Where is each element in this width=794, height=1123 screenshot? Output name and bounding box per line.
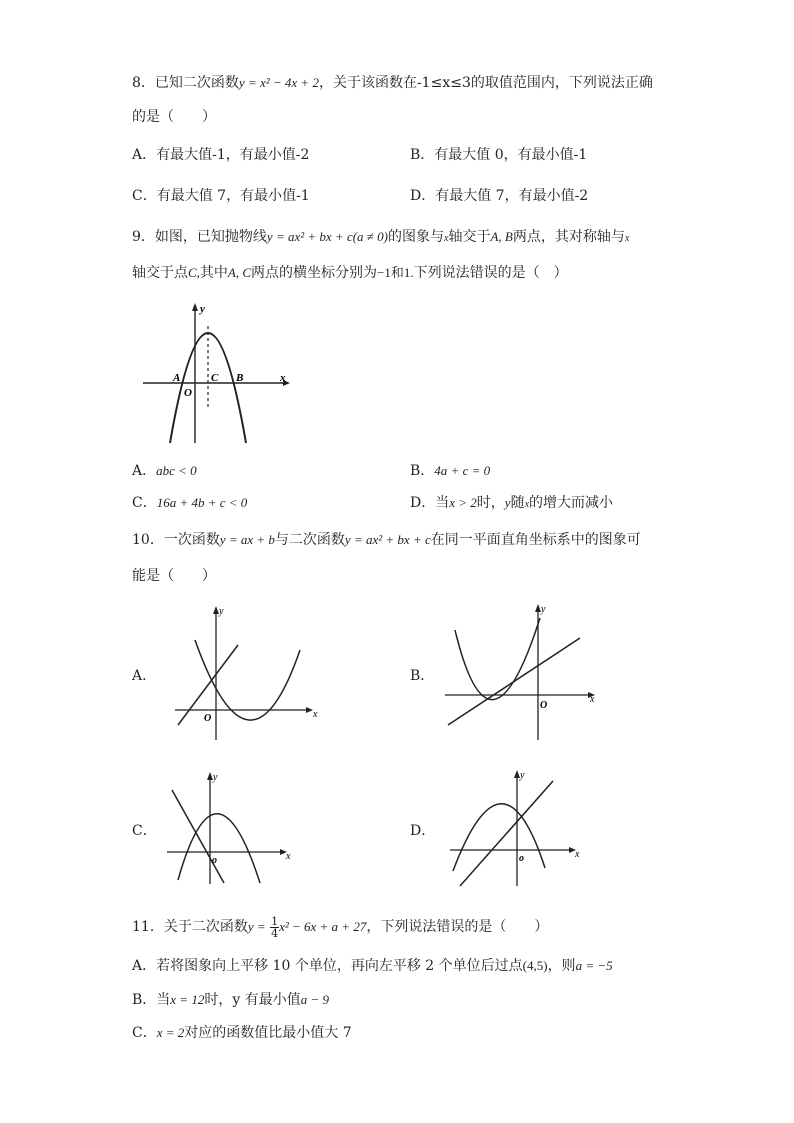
q9-line2-mid: 其中: [199, 265, 228, 281]
q11-option-b-post: 时，y 有最小值: [204, 992, 301, 1008]
q8-stem-pre: 8．已知二次函数: [132, 75, 239, 91]
q8-option-b[interactable]: B．有最大值 0，有最小值-1: [410, 147, 588, 163]
q9-stem-mid: 的图象与: [388, 229, 445, 245]
q10-option-a-graph[interactable]: [170, 600, 330, 745]
q8-stem-line2: 的是（ ）: [132, 109, 216, 125]
q11-fraction: [270, 916, 279, 939]
q9-label-o: O: [184, 387, 192, 399]
q11-option-c-pre: C．: [132, 1025, 157, 1041]
q11-option-b-val: a − 9: [300, 992, 329, 1007]
q11-option-c-eq: x = 2: [156, 1025, 185, 1040]
q10b-line: [448, 638, 580, 725]
q10c-label-x: x: [286, 851, 291, 862]
q10d-label-x: x: [575, 849, 580, 860]
q9-option-c-label: C．: [132, 495, 157, 511]
q11-option-a-eq: a = −5: [575, 958, 613, 973]
q10a-label-o: O: [204, 713, 212, 724]
q10d-line: [460, 781, 553, 886]
q9-x-symbol-1: x: [444, 233, 449, 244]
q11-stem-post: ，下列说法错误的是（ ）: [366, 919, 549, 935]
q9-option-d-x: x: [524, 499, 530, 510]
q10-option-c-label[interactable]: C．: [132, 823, 157, 839]
q9-option-d-label: D．当: [410, 495, 450, 511]
q10-option-c-graph[interactable]: [162, 768, 302, 888]
q9-line2-post: 下列说法错误的是（ ）: [413, 265, 568, 281]
q9-option-b-expr: 4a + c = 0: [434, 463, 491, 478]
q8-stem-line1: [132, 74, 653, 92]
q10-stem-post: 在同一平面直角坐标系中的图象可: [430, 532, 641, 548]
q10c-label-o: o: [212, 855, 217, 866]
q9-parabola-figure: [140, 298, 300, 446]
q10-stem-line1: [132, 531, 641, 549]
q11-option-b[interactable]: [132, 991, 329, 1009]
q10b-label-o: O: [540, 700, 548, 711]
q8-option-a[interactable]: A．有最大值-1，有最小值-2: [132, 147, 310, 163]
q9-option-a[interactable]: [132, 462, 197, 480]
q10a-parabola: [195, 640, 300, 720]
q11-eq-lhs: y =: [247, 919, 266, 934]
q11-option-c[interactable]: [132, 1024, 352, 1042]
q10-option-b-graph[interactable]: [440, 600, 600, 745]
q10-option-d-graph[interactable]: [445, 766, 585, 891]
q11-option-b-pre: B．当: [132, 992, 171, 1008]
q10-stem-mid: 与二次函数: [274, 532, 345, 548]
q10d-parabola: [453, 804, 545, 871]
q10-option-d-label[interactable]: D．: [410, 823, 436, 839]
q11-option-c-post: 对应的函数值比最小值大 7: [184, 1025, 352, 1041]
q9-x-symbol-2: x: [624, 233, 630, 244]
q11-frac-den: 4: [271, 926, 279, 940]
q9-option-a-expr: abc < 0: [156, 463, 197, 478]
q11-eq-rhs: x² − 6x + a + 27: [279, 919, 367, 934]
q9-label-b: B: [236, 372, 244, 384]
q10-stem-pre: 10．一次函数: [132, 532, 220, 548]
q9-point-c: C,: [188, 265, 200, 280]
q11-option-a[interactable]: [132, 957, 613, 975]
q9-option-b[interactable]: [410, 462, 490, 480]
q9-label-x: x: [280, 372, 286, 384]
q9-option-c[interactable]: [132, 494, 247, 512]
q9-option-d-y: y: [504, 495, 511, 510]
q10b-label-x: x: [590, 694, 595, 705]
q10a-label-y: y: [219, 606, 224, 617]
q9-option-d[interactable]: [410, 494, 613, 514]
q9-stem-mid2: 轴交于: [448, 229, 491, 245]
q10b-label-y: y: [541, 604, 546, 615]
q9-equation: y = ax² + bx + c(a ≠ 0): [266, 229, 389, 244]
q10d-label-o: o: [519, 853, 524, 864]
q8-stem-post: ，关于该函数在-1≤x≤3的取值范围内，下列说法正确: [318, 75, 653, 91]
q9-stem-line1: [132, 228, 629, 248]
q11-option-a-mid: ，则: [547, 958, 576, 974]
q9-option-d-post: 的增大而减小: [529, 495, 614, 511]
q9-line2-pre: 轴交于点: [132, 265, 188, 281]
q9-y-axis-arrow: [192, 303, 198, 311]
q10-option-b-label[interactable]: B．: [410, 668, 435, 684]
q9-option-c-expr: 16a + 4b + c < 0: [156, 495, 248, 510]
q8-equation: y = x² − 4x + 2: [238, 75, 319, 90]
q9-label-a: A: [173, 372, 181, 384]
q10c-label-y: y: [213, 772, 218, 783]
q10a-label-x: x: [313, 709, 318, 720]
q9-values: −1和1.: [377, 265, 414, 280]
q9-stem-post: 两点，其对称轴与: [512, 229, 625, 245]
q10d-label-y: y: [520, 770, 525, 781]
q11-option-a-text: A．若将图象向上平移 10 个单位，再向左平移 2 个单位后过点: [132, 958, 523, 974]
q11-stem-pre: 11．关于二次函数: [132, 919, 248, 935]
q11-stem-line1: [132, 915, 548, 939]
q10-quadratic-equation: y = ax² + bx + c: [344, 532, 431, 547]
q9-line2-mid2: 两点的横坐标分别为: [251, 265, 378, 281]
q10-option-a-label[interactable]: A．: [132, 668, 157, 684]
q10b-parabola: [455, 618, 540, 700]
q9-option-b-label: B．: [410, 463, 435, 479]
q9-points-ab: A, B: [490, 229, 513, 244]
q11-option-a-point: (4,5): [522, 958, 548, 973]
q10c-line: [172, 790, 224, 883]
q9-option-d-mid2: 随: [510, 495, 525, 511]
q9-stem-line2: [132, 264, 568, 282]
q11-option-b-eq: x = 12: [170, 992, 205, 1007]
q8-option-d[interactable]: D．有最大值 7，有最小值-2: [410, 188, 589, 204]
q10a-x-arrow: [306, 707, 313, 713]
q9-option-d-cond: x > 2: [449, 495, 477, 510]
q9-option-d-mid: 时，: [476, 495, 505, 511]
q9-stem-pre: 9．如图，已知抛物线: [132, 229, 267, 245]
q11-frac-num: 1: [271, 914, 279, 928]
q10-linear-equation: y = ax + b: [219, 532, 275, 547]
q10-stem-line2: 能是（ ）: [132, 568, 216, 584]
q9-points-ac: A, C: [227, 265, 252, 280]
q9-option-a-label: A．: [132, 463, 157, 479]
q8-option-c[interactable]: C．有最大值 7，有最小值-1: [132, 188, 310, 204]
q9-label-c: C: [211, 372, 219, 384]
q9-label-y: y: [200, 303, 205, 315]
